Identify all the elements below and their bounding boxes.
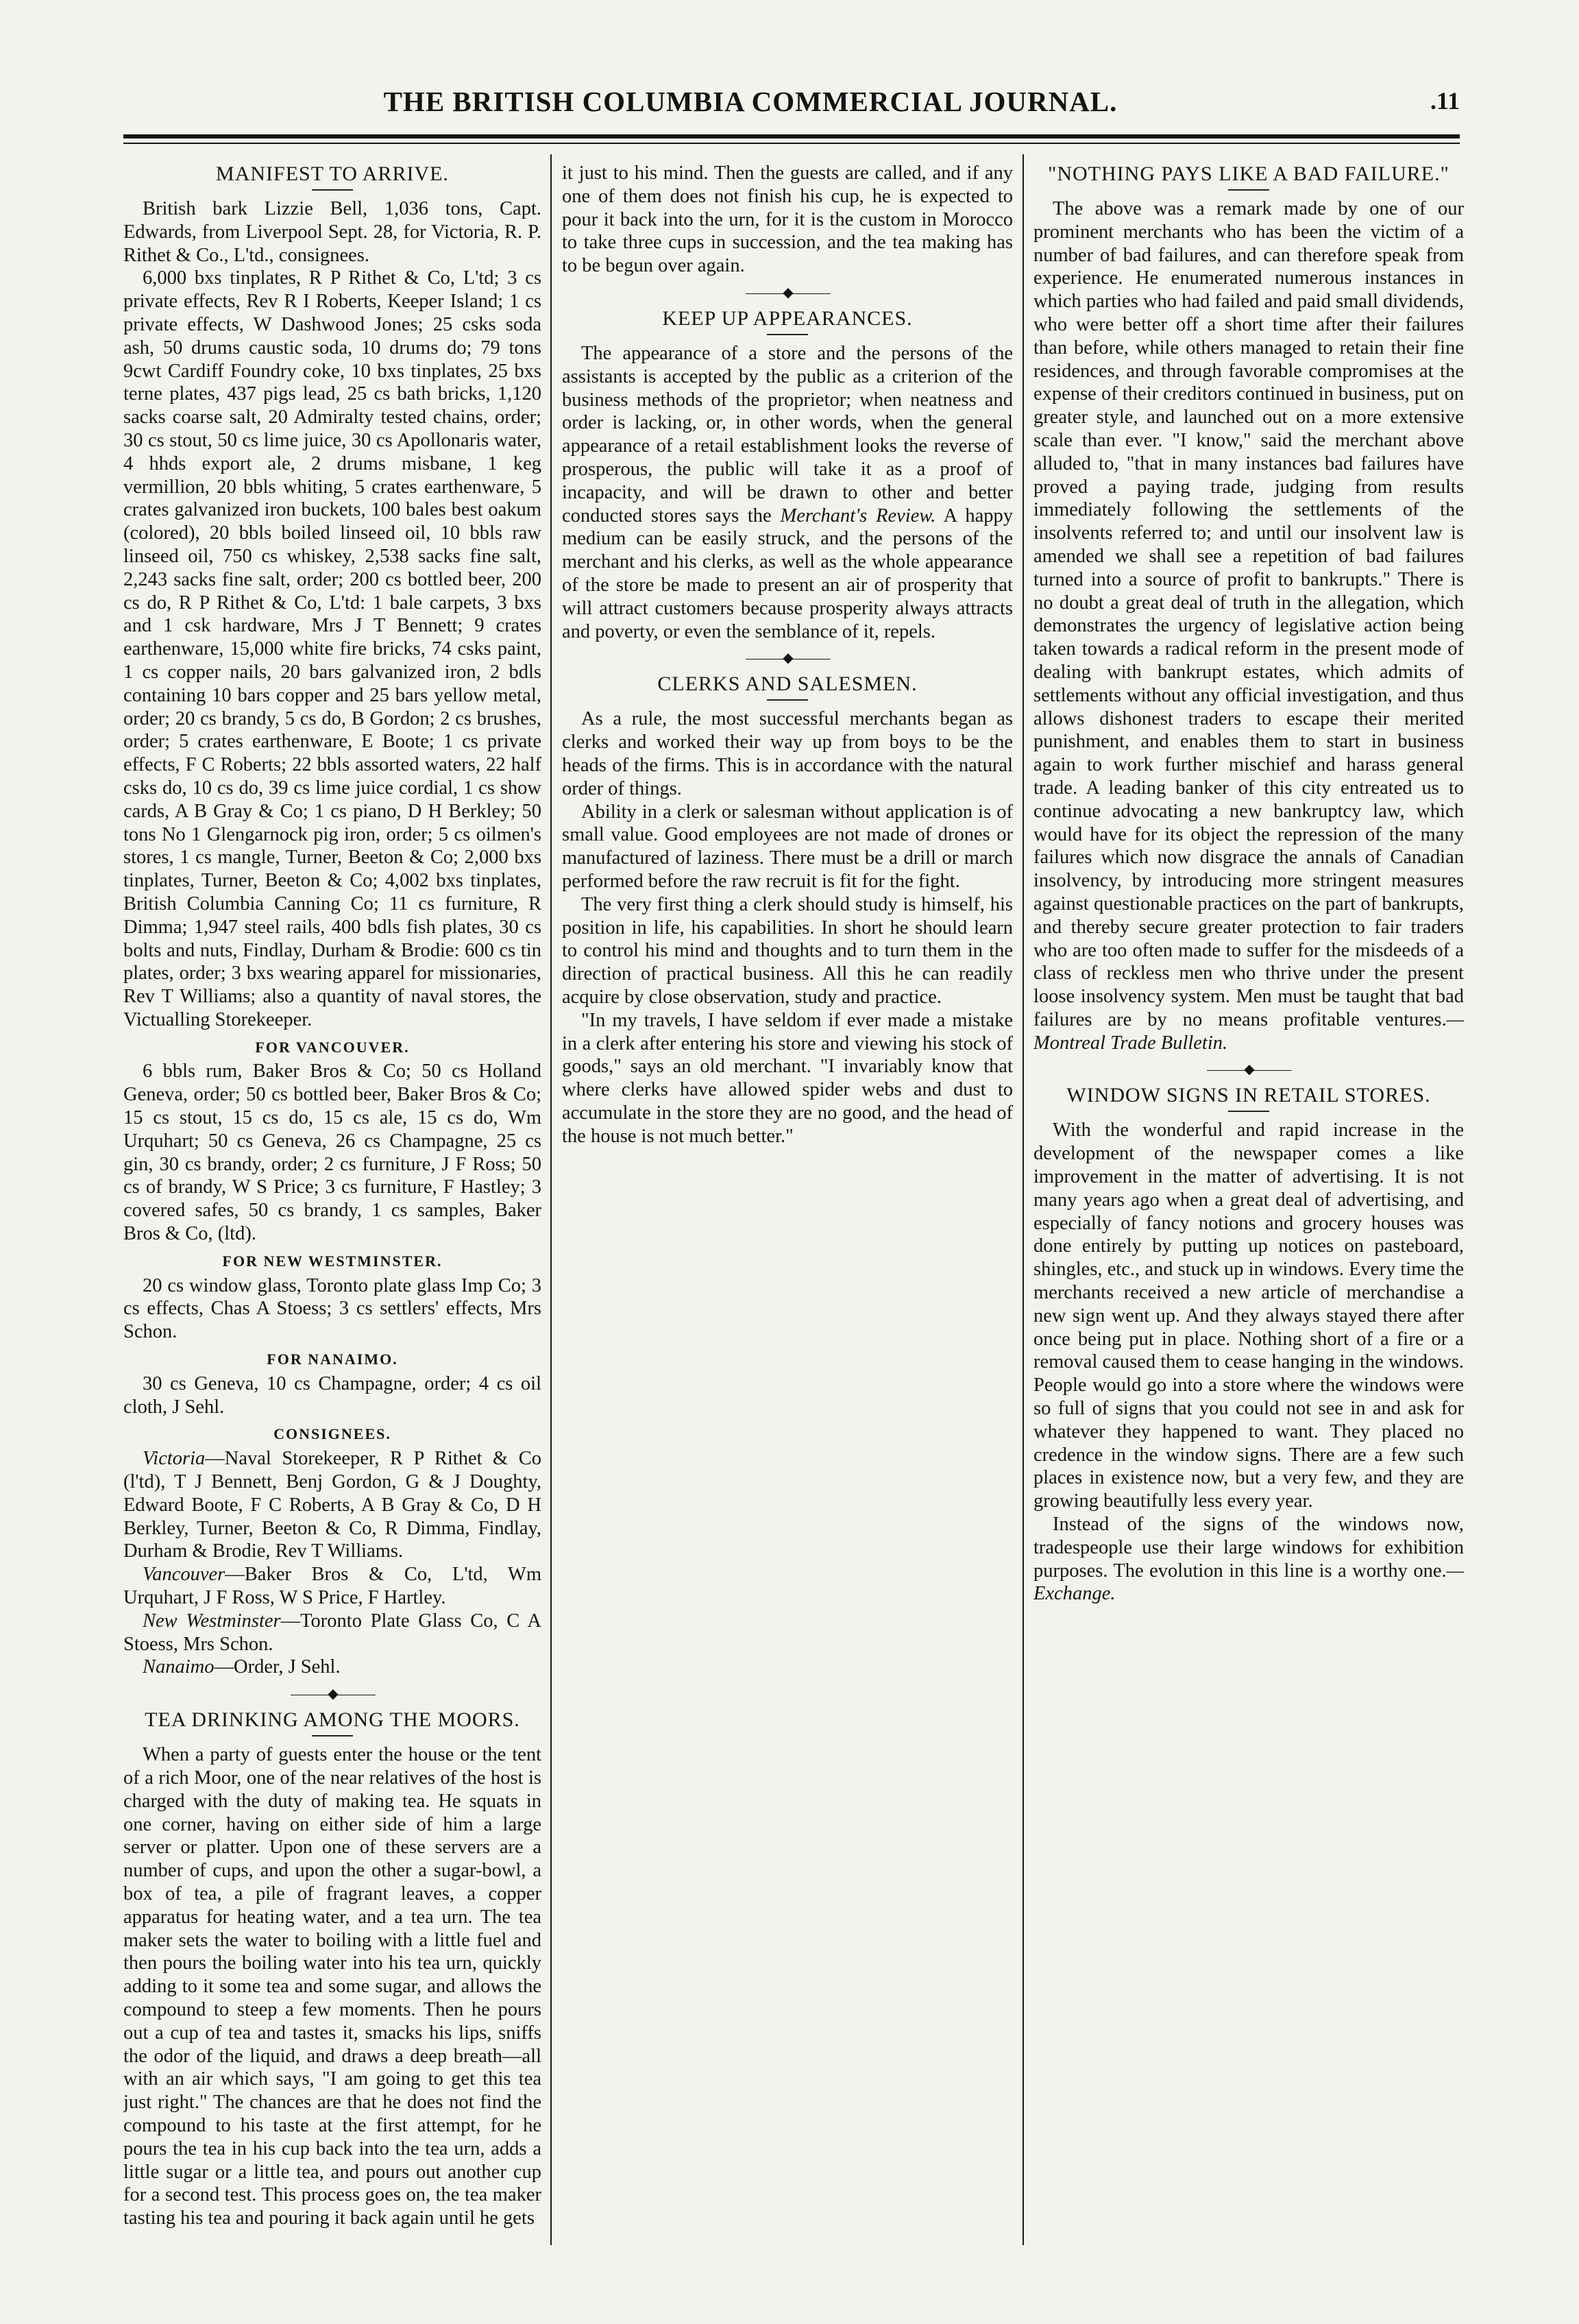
tea-headline: TEA DRINKING AMONG THE MOORS. [145,1708,520,1732]
appearances-text-end: A happy medium can be easily struck, and the persons of the merchant and his clerks, as well as the whole appearance of the store be made to present an air of prosperity that will attract customers because prosperity always attracts and poverty, or even the semblance of it, repels. [562,505,1013,642]
failure-text: The above was a remark made by one of our prominent merchants who has been the victim of a number of bad failures, and can therefore speak from experience. He enumerated numerous instances in which parties who had failed and paid small dividends, who were better off a short time after their failures than before, while others managed to retain their fine residences, and through favorable compromises at the expense of their creditors continued in business, put on greater style, and launched out on a more extensive scale than ever. "I know," said the merchant above alluded to, "that in many instances bad failures have proved a paying trade, judging from results immediately following the settlements of the insolvents referred to; and until our insolvent law is amended we shall see a repetition of bad failures turned into a source of profit to bankrupts." There is no doubt a great deal of truth in the allegation, which demonstrates the urgency of legislative action being taken towards a radical reform in the present mode of dealing with bankrupt estates, which admits of settlements without any official investigation, and thus allows dishonest traders to escape their merited punishment, and enables them to start in business again to work further mischief and harass general trade. A leading banker of this city entreated us to continue advocating a new bankruptcy law, which would have for its object the repression of the many failures which now disgrace the annals of Canadian insolvency, by introducing more stringent measures against questionable practices on the part of bankrupts, and thereby secure greater protection to fair traders who are too often made to suffer for the misdeeds of a class of reckless men who thrive under the present loose insolvency system. Men must be taught that bad failures are by no means profitable ventures. [1033,198,1464,1030]
westminster-subhead: FOR NEW WESTMINSTER. [222,1252,443,1270]
page-number: .11 [1430,87,1460,114]
clerks-paragraph: Ability in a clerk or salesman without application is of small value. Good employees are not made of drones or manufactured of laziness. There must be a drill or march performed before the raw recruit is fit for the fight. [562,801,1013,892]
vancouver-subhead: FOR VANCOUVER. [255,1038,410,1056]
consignees-subhead: CONSIGNEES. [273,1425,391,1443]
appearances-source: Merchant's Review. [780,505,936,526]
page-header [123,81,1460,136]
consignee-entry [123,1447,541,1563]
consignee-list: —Toronto Plate Glass Co, C A Stoess, Mrs Schon. [123,1610,541,1655]
window-signs-text: Instead of the signs of the windows now, tradespeople use their large windows for exhibition purposes. The evolution in this line is a worthy one. [1033,1514,1464,1582]
window-signs-paragraph: With the wonderful and rapid increase in the development of the newspaper comes a like improvement in the matter of advertising. It is not many years ago when a great deal of advertising, and especially of fancy notions and grocery houses was done entirely by putting up notices on pasteboard, shingles, etc., and stuck up in windows. Every time the merchants received a new article of merchandise a new sign went up. And they always stayed there after once being put in place. Nothing short of a fire or a removal caused them to cease hanging in the windows. People would go into a store where the windows were so full of signs that you could not see in and ask for whatever they happened to want. They placed no credence in the window signs. There are a few such places in existence now, but a very few, and they are growing beautifully less every year. [1033,1119,1464,1512]
column-divider [550,154,552,2245]
headline-dash [767,699,808,701]
clerks-paragraph: As a rule, the most successful merchants began as clerks and worked their way up from boys to be the heads of the firms. This is in accordance with the natural order of things. [562,708,1013,799]
manifest-headline: MANIFEST TO ARRIVE. [216,162,449,185]
tea-continuation [562,162,1013,278]
window-signs-source: —Exchange. [1033,1560,1464,1605]
failure-source: —Montreal Trade Bulletin. [1033,1008,1464,1054]
consignee-list: —Naval Storekeeper, R P Rithet & Co (l'td), T J Bennett, Benj Gordon, G & J Doughty, Edward Boote, F C Roberts, A B Gray & Co, D H Berkley, Turner, Beeton & Co, R Dimma, Findlay, Durham & Brodie, Rev T Williams. [123,1448,541,1562]
consignee-place: Nanaimo [143,1656,215,1678]
article-tea [123,1708,541,2230]
journal-title: THE BRITISH COLUMBIA COMMERCIAL JOURNAL. [383,86,1118,117]
headline-dash [767,334,808,335]
headline-dash [1228,1111,1269,1112]
failure-headline: "NOTHING PAYS LIKE A BAD FAILURE." [1048,162,1449,185]
article-failure [1033,162,1464,1054]
nanaimo-subhead: FOR NANAIMO. [267,1351,398,1368]
consignee-place: Vancouver [143,1564,225,1586]
window-signs-headline: WINDOW SIGNS IN RETAIL STORES. [1066,1084,1431,1107]
clerks-headline: CLERKS AND SALESMEN. [657,673,918,696]
consignee-entry [123,1610,541,1656]
manifest-westminster-cargo: 20 cs window glass, Toronto plate glass Imp Co; 3 cs effects, Chas A Stoess; 3 cs settlers' effects, Mrs Schon. [123,1274,541,1343]
manifest-victoria-cargo: 6,000 bxs tinplates, R P Rithet & Co, L'td; 3 cs private effects, Rev R I Roberts, Keeper Island; 1 cs private effects, W Dashwood Jones; 25 csks soda ash, 50 drums caustic soda, 10 drums do; 79 tons 9cwt Cardiff Foundry coke, 10 bxs tinplates, 25 bxs terne plates, 437 pigs lead, 25 cs bath bricks, 1,120 sacks coarse salt, 20 Admiralty tested chains, order; 30 cs stout, 50 cs lime juice, 30 cs Apollonaris water, 4 hhds export ale, 2 drums misbane, 1 keg vermillion, 20 bbls whiting, 5 crates earthenware, 5 crates galvanized iron buckets, 100 bales best oakum (colored), 20 bbls boiled linseed oil, 10 bbls raw linseed oil, 750 cs whiskey, 2,538 sacks fine salt, 2,243 sacks fine salt, order; 200 cs bottled beer, 200 cs do, R P Rithet & Co, L'td: 1 bale carpets, 3 bxs and 1 csk hardware, Mrs J T Bennett; 9 crates earthenware, 15,000 white fire bricks, 74 csks paint, 1 cs copper nails, 20 bars galvanized iron, 2 bdls containing 10 bars copper and 25 bars yellow metal, order; 20 cs brandy, 5 cs do, B Gordon; 2 cs brushes, order; 5 crates earthenware, E Boote; 1 cs private effects, F C Roberts; 22 bbls assorted waters, 22 half csks do, 10 cs do, 39 cs lime juice cordial, 1 cs show cards, A B Gray & Co; 1 cs piano, D H Berkley; 50 tons No 1 Glengarnock pig iron, order; 5 cs oilmen's stores, 1 cs mangle, Turner, Beeton & Co; 2,000 bxs tinplates, Turner, Beeton & Co; 4,002 bxs tinplates, British Columbia Canning Co; 11 cs furniture, R Dimma; 1,947 steel rails, 400 bdls fish plates, 30 cs bolts and nuts, Findlay, Durham & Brodie: 600 cs tin plates, order; 3 bxs wearing apparel for missionaries, Rev T Williams; also a quantity of naval stores, the Victualling Storekeeper. [123,267,541,1030]
section-ornament: ———◆——— [1207,1062,1290,1078]
article-window-signs [1033,1083,1464,1606]
article-appearances [562,306,1013,643]
section-ornament: ———◆——— [746,285,829,300]
window-signs-paragraph [1033,1513,1464,1606]
manifest-intro: British bark Lizzie Bell, 1,036 tons, Capt. Edwards, from Liverpool Sept. 28, for Victoria, R. P. Rithet & Co., L'td., consignees. [123,198,541,266]
column-divider [1023,154,1024,2245]
column-3 [1033,162,1464,2239]
consignee-list: —Baker Bros & Co, L'td, Wm Urquhart, J F Ross, W S Price, F Hartley. [123,1564,541,1609]
headline-dash [312,189,353,191]
appearances-text: The appearance of a store and the persons of the assistants is accepted by the public as a criterion of the business methods of the proprietor; when neatness and order is lacking, or, in other words, when the general appearance of a retail establishment looks the reverse of prosperous, the public will take it as a proof of incapacity, and will be drawn to other and better conducted stores says the [562,342,1013,526]
appearances-paragraph [562,342,1013,643]
tea-paragraph-continued: it just to his mind. Then the guests are called, and if any one of them does not finish his cup, he is expected to pour it back into the urn, for it is the custom in Morocco to take three cups in succession, and the tea making has to be begun over again. [562,162,1013,277]
header-rule-thin [123,143,1460,144]
consignee-entry [123,1563,541,1610]
section-ornament: ———◆——— [291,1686,374,1702]
failure-paragraph [1033,197,1464,1054]
manifest-vancouver-cargo: 6 bbls rum, Baker Bros & Co; 50 cs Holland Geneva, order; 50 cs bottled beer, Baker Bros & Co; 15 cs stout, 15 cs do, 15 cs ale, 15 cs do, Wm Urquhart; 50 cs Geneva, 26 cs Champagne, 25 cs gin, 30 cs brandy, order; 2 cs furniture, J F Ross; 50 cs of brandy, W S Price; 3 cs furniture, F Hastley; 3 covered safes, 50 cs brandy, 1 cs samples, Baker Bros & Co, (ltd). [123,1061,541,1245]
clerks-paragraph: "In my travels, I have seldom if ever made a mistake in a clerk after entering his store and viewing his stock of goods," says an old merchant. "I invariably know that where clerks have allowed spider webs and dust to accumulate in the store they are no good, and the head of the house is not much better." [562,1009,1013,1147]
consignee-place: New Westminster [143,1610,281,1632]
column-2 [562,162,1013,2239]
appearances-headline: KEEP UP APPEARANCES. [662,306,913,330]
consignee-entry [123,1656,541,1679]
consignee-list: —Order, J Sehl. [214,1656,341,1678]
header-rule [123,134,1460,138]
tea-paragraph: When a party of guests enter the house or the tent of a rich Moor, one of the near relatives of the host is charged with the duty of making tea. He squats in one corner, having on either side of him a large server or platter. Upon one of these servers are a number of cups, and upon the other a sugar-bowl, a box of tea, a pile of fragrant leaves, a copper apparatus for heating water, and a tea urn. The tea maker sets the water to boiling with a little fuel and then pours the boiling water into his tea urn, quickly adding to it some tea and some sugar, and allows the compound to steep a few moments. Then he pours out a cup of tea and tastes it, smacks his lips, sniffs the odor of the liquid, and draws a deep breath—all with an air which says, "I am going to get this tea just right." The chances are that he does not find the compound to his taste at the first attempt, for he pours the tea in his cup back into the tea urn, adds a little sugar or a little tea, and pours out another cup for a second test. This process goes on, the tea maker tasting his tea and pouring it back again until he gets [123,1744,541,2229]
article-manifest [123,162,541,1679]
headline-dash [312,1735,353,1736]
clerks-paragraph: The very first thing a clerk should study is himself, his position in life, his capabilities. In short he should learn to control his mind and thoughts and to turn them in the direction of practical business. All this he can readily acquire by close observation, study and practice. [562,893,1013,1008]
section-ornament: ———◆——— [746,651,829,666]
consignee-place: Victoria [143,1448,206,1470]
column-1 [123,162,541,2239]
manifest-nanaimo-cargo: 30 cs Geneva, 10 cs Champagne, order; 4 cs oil cloth, J Sehl. [123,1372,541,1418]
headline-dash [1228,189,1269,191]
article-clerks [562,672,1013,1148]
